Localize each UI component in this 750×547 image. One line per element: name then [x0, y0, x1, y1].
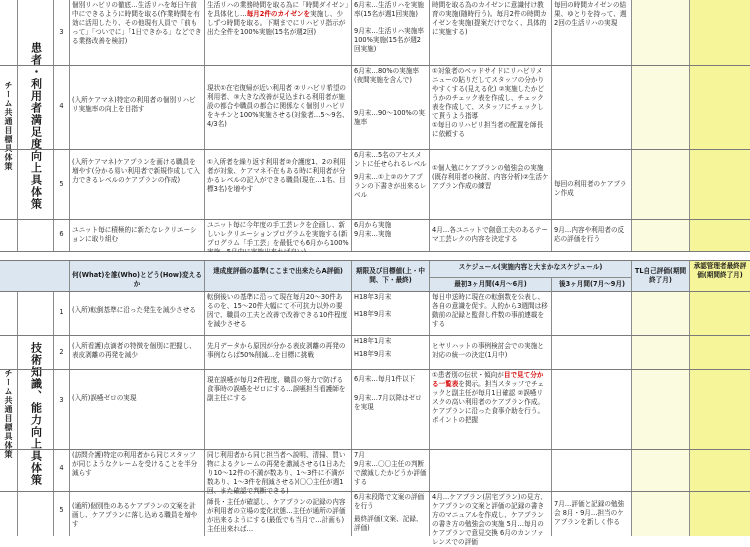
approver-eval-cell[interactable]: [690, 150, 750, 219]
schedule-second-cell: [552, 450, 632, 491]
plan-text: 実施し、少しずつ時間を取る。下期までにリハビリ指示が出た全件を100%実施(15名が週2回): [207, 10, 346, 36]
header-plan: 達成度評価の基準(ここまで出来たらA評価): [205, 261, 352, 291]
target-second: H18年9月末: [354, 310, 392, 318]
target-second: 9月末…生活リハ実施率100%実施(15名が週2回実施): [354, 27, 424, 53]
target-cell: [352, 292, 430, 335]
schedule-first-cell: 時間を取る為のカイゼンに意識付け教育の実施(随時行う)。毎月2件の時間カイゼンを実施(提案だけでなく、具体的に実施する): [430, 0, 552, 65]
target-second: 9月末…7月以降はゼロを実現: [354, 394, 422, 411]
schedule-second-cell: 毎回の時間カイゼンの結果、ゆとりを持って、週2回の生活リハの実現: [552, 0, 632, 65]
target-cell: [352, 370, 430, 449]
schedule-second-cell: 9月…内容や利用者の反応の評価を行う: [552, 220, 632, 251]
schedule-text: ①毎日のリハビリ担当者の配置を師長に依頼する: [432, 121, 544, 138]
row-number: 5: [54, 150, 70, 219]
plan-cell: 現在誤嚥が毎月2件程度、職員の努力で防げる食事時の誤嚥をゼロにする…誤嚥担当看護師を副主任にする: [205, 370, 352, 449]
header-schedule-first: 最初3ヶ月間(4月〜6月): [430, 277, 552, 293]
row-number: 4: [54, 450, 70, 491]
approver-eval-cell[interactable]: [690, 66, 750, 149]
table-row: [0, 220, 750, 252]
approver-eval-cell[interactable]: [690, 336, 750, 369]
what-cell: (入所看護)点滴者の特徴を個別に把握し、表皮剥離の再発を減少: [70, 336, 205, 369]
table-row: [0, 150, 750, 220]
target-first: 6月から実施: [354, 221, 392, 229]
self-eval-cell[interactable]: [632, 220, 690, 251]
target-cell: [352, 66, 430, 149]
target-cell: [352, 450, 430, 491]
target-second: 9月末…①上②のケアプランの下書きが出来るレベル: [354, 173, 427, 199]
schedule-second-cell: [552, 66, 632, 149]
row-number: 3: [54, 370, 70, 449]
schedule-text: ①患者別の伝状・傾向が: [432, 371, 504, 379]
target-second: H18年9月末: [354, 350, 392, 358]
self-eval-cell[interactable]: [632, 150, 690, 219]
approver-eval-cell[interactable]: [690, 370, 750, 449]
target-first: H18年1月末: [354, 337, 392, 345]
target-first: H18年3月末: [354, 293, 392, 301]
target-first: 6月末…毎月1件以下: [354, 375, 416, 383]
self-eval-cell[interactable]: [632, 0, 690, 65]
schedule-highlight: 目で見て分かる一覧表: [432, 371, 544, 388]
schedule-first-cell: ①個人勉にケアプランの勉強会の実施(既存利用者の検討、内容分析)②生活ケアプラン作成の練習: [430, 150, 552, 219]
header-schedule-second: 後3ヶ月間(7月〜9月): [559, 280, 625, 288]
schedule-first-cell: [430, 66, 552, 149]
what-cell: (入所ケアマネ)特定の利用者の個別リハビリ実施率の向上を目指す: [70, 66, 205, 149]
row-number: 3: [54, 0, 70, 65]
approver-eval-cell[interactable]: [690, 292, 750, 335]
schedule-second-cell: [552, 292, 632, 335]
header-schedule-title: スケジュール(実施内容と大まかなスケジュール): [430, 261, 631, 278]
plan-highlight: 毎月2件のカイゼンを: [246, 10, 311, 18]
plan-cell: 同じ利用者から同じ担当者へ説明、清掃、買い物によるクレームの再発を激減させる(1日あたり10〜12件の不満が数あり、1〜3件に不満が数あり、1〜3件を削減させる)(〇〇主任が週1回、また確認で判断できる): [205, 450, 352, 491]
plan-cell: 現状①在宅復帰が近い利用者 ②リハビリ希望の利用者、③大きな改善が見込まれる利用者が施設の都合や職員の都合に関係なく個別リハビリをキチンと100%実施させる(対象者…5〜9名、4/3名): [205, 66, 352, 149]
top-section-label: 患者・利用者満足度向上具体策: [18, 0, 54, 252]
target-second: 9月末…実施: [354, 230, 392, 238]
target-cell: [352, 492, 430, 536]
target-first: 6月末段階で文案の評価を行う: [354, 493, 425, 510]
plan-cell: 転倒後いの基準に沿って現在毎月20〜30件あるのを、15〜20件大幅にて不可抗力以外の要因で、職員の工夫と改善で改善できる10件程度を減少させる: [205, 292, 352, 335]
self-eval-cell[interactable]: [632, 66, 690, 149]
plan-cell: 師長・主任が確認し、ケアプランの記録の内容が利用者の立場の変化状態…主任が通所の評価が出来るようにする(最低でも当月で…計画も)主任出来れば…: [205, 492, 352, 536]
header-what: 何(What)を誰(Who)とどう(How)変えるか: [70, 261, 205, 291]
target-cell: [352, 0, 430, 65]
approver-eval-cell[interactable]: [690, 450, 750, 491]
table-row: [0, 336, 750, 370]
table-row: [0, 370, 750, 450]
approver-eval-cell[interactable]: [690, 0, 750, 65]
self-eval-cell[interactable]: [632, 492, 690, 536]
target-second: 9月末…〇〇主任の判断で激減したかどうか評価する: [354, 460, 427, 486]
target-cell: [352, 336, 430, 369]
header-blank: [0, 261, 70, 291]
schedule-first-cell: 4月…各ユニットで創意工夫のあるテーマ工芸レクの内容を決定する: [430, 220, 552, 251]
target-cell: [352, 220, 430, 251]
row-number: 2: [54, 336, 70, 369]
row-number: 1: [54, 292, 70, 335]
schedule-first-cell: ヒヤリハットの事例検討会での実施と対応の統一の決定(1月中): [430, 336, 552, 369]
schedule-second-cell: [552, 336, 632, 369]
target-first: 6月末…5名のアセスメントに任せられるレベル: [354, 151, 427, 168]
what-cell: (入所)転倒基準に沿った発生を減少させる: [70, 292, 205, 335]
schedule-second-cell: 7月…評価と記録の勉強会 8月・9月…担当のケアプランを新しく作る: [552, 492, 632, 536]
schedule-second-cell: 毎回の利用者のケアプラン作成: [552, 150, 632, 219]
plan-cell: ①入所者を繰り返す利用者②介護度1、2の利用者が対象、ケアマネ不在もある時に利用者が分かるレベルの記入ができる職員(現在…1名、目標3名)を増やす: [205, 150, 352, 219]
header-target: 期限及び目標値(上・中間、下・最終): [352, 261, 430, 291]
row-number: 5: [54, 492, 70, 536]
schedule-text: を掲示。担当スタッフでチェックと副主任が毎月1日確認 ②誤嚥リスクの高い利用者のケアプラン作成。ケアプランに沿った食事介助を行う。ポイントの把握: [432, 380, 545, 424]
section-gap: [0, 252, 750, 260]
table-row: [0, 492, 750, 546]
self-eval-cell[interactable]: [632, 370, 690, 449]
schedule-second-cell: [552, 370, 632, 449]
target-first: 6月末…生活リハを実施率(15名が週1回実施): [354, 1, 424, 18]
schedule-text: ①対象者のベッドサイドにリハビリメニューの貼りだしてスタッフの分かりやすくする(見える化) ②実施したかどうかのチェック表を作成し、チェック表を作成して、スタッフにチェックして貰うよう指導: [432, 67, 545, 120]
plan-cell: ユニット毎に今年度の手工芸レクを企画し、新しいレクリエーションプログラムを実施する(新プログラム「手工芸」を最低でも6月から100%: [205, 220, 352, 251]
target-first: 7月: [354, 451, 365, 459]
target-cell: [352, 150, 430, 219]
table-row: [0, 450, 750, 495]
approver-eval-cell[interactable]: [690, 492, 750, 536]
self-eval-cell[interactable]: [632, 336, 690, 369]
schedule-first-cell: [430, 450, 552, 491]
top-side-label: チーム共通目標具体策: [0, 0, 18, 252]
header-row: [0, 260, 750, 292]
what-cell: 個別リハビリの徹底…生活リハを毎日午前中にできるように時間を取る(作業時間を有効に活用したり、その他現有人員で「前もって」「ついでに」「1日できかる」などできる業務改善を検討): [70, 0, 205, 65]
schedule-first-cell: 4月…ケアプラン(居宅プラン)の見方、ケアプランの文案と評価の記録の書き方のマニュアルを作成し、ケアプランの書き方の勉強会の実施 5月…毎月のケアプランで意見交換 6月のカンファレンスでの評価: [430, 492, 552, 536]
what-cell: (入所ケアマネ)ケアプランを画ける職員を増やす(分かる易い利用者で新規作成して入力できるレベルのケアプランの作成): [70, 150, 205, 219]
target-second: 9月末…90〜100%の実施率: [354, 109, 425, 126]
what-cell: (入所)誤嚥ゼロの実現: [70, 370, 205, 449]
plan-cell: [205, 0, 352, 65]
row-number: 4: [54, 66, 70, 149]
approver-eval-cell[interactable]: [690, 220, 750, 251]
table-row: [0, 66, 750, 150]
header-approver: 承認管理者最終評価(期間終了月): [690, 261, 750, 291]
bottom-side-label: チーム共通目標具体策: [0, 292, 18, 536]
schedule-first-cell: [430, 370, 552, 449]
self-eval-cell[interactable]: [632, 450, 690, 491]
what-cell: (通所)個別性のあるケアプランの文案を計画し、ケアプランに落し込める職員を増やす: [70, 492, 205, 536]
table-row: [0, 0, 750, 66]
what-cell: ユニット毎に積極的に新たなレクリエーションに取り組む: [70, 220, 205, 251]
plan-text: 生活リハの業務時間を取る為に「時間ダイゼン」を具体化し…: [207, 1, 349, 18]
target-first: 6月末…80%の実施率(夜間実施を含んで): [354, 67, 420, 84]
bottom-section-label: 技術知識、能力向上具体策: [18, 292, 54, 536]
header-schedule: [430, 261, 632, 291]
target-second: 最終評価(文案、記録、評価): [354, 515, 423, 532]
table-row: [0, 292, 750, 336]
what-cell: (訪問介護)特定の利用者から同じスタッフが同じようなクレームを受けることを半分減らす: [70, 450, 205, 491]
schedule-first-cell: 毎日申送時に現在の転倒数を公表し、各自の意識を促す。人的から3週間は移動前の記録と監督し件数の事前連載をする: [430, 292, 552, 335]
self-eval-cell[interactable]: [632, 292, 690, 335]
row-number: 6: [54, 220, 70, 251]
plan-cell: 先月データから原因が分かる表皮剥離の再発の事例ならば50%削減…を目標に挑戦: [205, 336, 352, 369]
header-self-eval: TL自己評価(期間終了月): [632, 261, 690, 291]
